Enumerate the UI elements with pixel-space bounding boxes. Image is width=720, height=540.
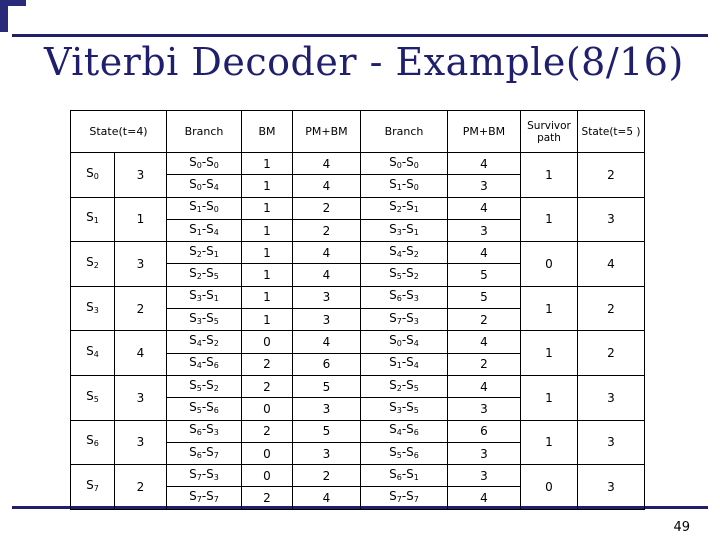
path-metric-cell: 3 <box>115 375 167 420</box>
branch-cell: $S_5-S_6$ <box>167 398 242 420</box>
branch-cell: $S_3-S_1$ <box>361 219 448 241</box>
branch-from-index: 5 <box>396 450 402 460</box>
state-t5-cell: 2 <box>578 331 645 376</box>
pm-bm-cell: 4 <box>448 375 521 397</box>
branch-from-index: 6 <box>196 450 202 460</box>
survivor-cell: 1 <box>521 375 578 420</box>
branch-to-index: 6 <box>413 450 419 460</box>
bm-cell: 0 <box>242 398 293 420</box>
path-metric-cell: 2 <box>115 465 167 510</box>
state-index: 0 <box>93 171 99 181</box>
header-cell: Branch <box>167 111 242 153</box>
branch-to-index: 3 <box>213 472 219 482</box>
branch-from-index: 4 <box>396 249 402 259</box>
state-cell: $S_1$ <box>71 197 115 242</box>
branch-from-index: 0 <box>196 160 202 170</box>
branch-cell: $S_4-S_6$ <box>167 353 242 375</box>
pm-bm-cell: 5 <box>293 375 361 397</box>
pm-bm-cell: 3 <box>448 175 521 197</box>
survivor-cell: 1 <box>521 331 578 376</box>
path-metric-cell: 3 <box>115 420 167 465</box>
branch-to-index: 6 <box>213 405 219 415</box>
branch-from-index: 5 <box>396 272 402 282</box>
branch-from-index: 3 <box>396 405 402 415</box>
branch-to-index: 7 <box>413 495 419 505</box>
header-row <box>71 111 645 153</box>
branch-cell: $S_2-S_1$ <box>361 197 448 219</box>
branch-cell: $S_6-S_3$ <box>167 420 242 442</box>
pm-bm-cell: 2 <box>448 309 521 331</box>
branch-to-index: 7 <box>213 450 219 460</box>
branch-cell: $S_0-S_4$ <box>167 175 242 197</box>
pm-bm-cell: 4 <box>448 153 521 175</box>
branch-to-index: 3 <box>413 316 419 326</box>
branch-to-index: 7 <box>213 495 219 505</box>
branch-cell: $S_1-S_4$ <box>361 353 448 375</box>
bm-cell: 1 <box>242 175 293 197</box>
state-cell: $S_7$ <box>71 465 115 510</box>
pm-bm-cell: 2 <box>293 197 361 219</box>
header-cell: State(t=5 ) <box>578 111 645 153</box>
slide-title: Viterbi Decoder - Example(8/16) <box>44 40 684 84</box>
branch-to-index: 6 <box>413 428 419 438</box>
state-index: 2 <box>93 260 99 270</box>
branch-cell: $S_3-S_5$ <box>167 309 242 331</box>
table-row <box>71 286 645 308</box>
branch-to-index: 0 <box>213 160 219 170</box>
header-state-t4: State(t=4) <box>71 111 167 153</box>
pm-bm-cell: 3 <box>293 398 361 420</box>
bm-cell: 2 <box>242 487 293 509</box>
bm-cell: 0 <box>242 331 293 353</box>
branch-from-index: 1 <box>196 205 202 215</box>
branch-to-index: 1 <box>213 294 219 304</box>
state-cell: $S_4$ <box>71 331 115 376</box>
path-metric-cell: 4 <box>115 331 167 376</box>
branch-from-index: 3 <box>196 294 202 304</box>
branch-cell: $S_4-S_6$ <box>361 420 448 442</box>
table-row <box>71 420 645 442</box>
branch-cell: $S_5-S_6$ <box>361 442 448 464</box>
page-number: 49 <box>673 520 690 535</box>
branch-from-index: 1 <box>396 182 402 192</box>
pm-bm-cell: 4 <box>293 331 361 353</box>
header-cell: PM+BM <box>448 111 521 153</box>
table-row <box>71 375 645 397</box>
branch-to-index: 1 <box>413 472 419 482</box>
branch-to-index: 5 <box>413 405 419 415</box>
state-index: 5 <box>93 394 99 404</box>
path-metric-cell: 3 <box>115 242 167 287</box>
branch-cell: $S_5-S_2$ <box>167 375 242 397</box>
branch-from-index: 2 <box>196 272 202 282</box>
path-metric-cell: 3 <box>115 153 167 198</box>
branch-from-index: 3 <box>196 316 202 326</box>
branch-cell: $S_0-S_0$ <box>361 153 448 175</box>
branch-cell: $S_1-S_0$ <box>361 175 448 197</box>
pm-bm-cell: 3 <box>448 465 521 487</box>
branch-to-index: 0 <box>213 205 219 215</box>
branch-to-index: 2 <box>413 249 419 259</box>
branch-cell: $S_4-S_2$ <box>361 242 448 264</box>
branch-from-index: 6 <box>396 294 402 304</box>
state-t5-cell: 3 <box>578 375 645 420</box>
branch-from-index: 1 <box>196 227 202 237</box>
pm-bm-cell: 5 <box>293 420 361 442</box>
branch-cell: $S_3-S_5$ <box>361 398 448 420</box>
pm-bm-cell: 4 <box>448 242 521 264</box>
pm-bm-cell: 3 <box>293 286 361 308</box>
branch-from-index: 7 <box>196 495 202 505</box>
state-cell: $S_2$ <box>71 242 115 287</box>
state-cell: $S_6$ <box>71 420 115 465</box>
survivor-cell: 0 <box>521 465 578 510</box>
branch-to-index: 4 <box>413 339 419 349</box>
table-row <box>71 465 645 487</box>
branch-from-index: 2 <box>396 205 402 215</box>
path-metric-cell: 1 <box>115 197 167 242</box>
survivor-cell: 0 <box>521 242 578 287</box>
state-t5-cell: 2 <box>578 153 645 198</box>
pm-bm-cell: 4 <box>293 175 361 197</box>
survivor-cell: 1 <box>521 153 578 198</box>
branch-from-index: 0 <box>396 160 402 170</box>
bm-cell: 1 <box>242 286 293 308</box>
bm-cell: 1 <box>242 242 293 264</box>
branch-cell: $S_7-S_7$ <box>361 487 448 509</box>
pm-bm-cell: 3 <box>448 442 521 464</box>
top-rule <box>12 34 708 37</box>
bm-cell: 1 <box>242 264 293 286</box>
pm-bm-cell: 3 <box>448 219 521 241</box>
branch-to-index: 1 <box>413 205 419 215</box>
branch-from-index: 7 <box>396 495 402 505</box>
survivor-cell: 1 <box>521 197 578 242</box>
branch-to-index: 1 <box>413 227 419 237</box>
state-index: 4 <box>93 350 99 360</box>
branch-from-index: 6 <box>196 428 202 438</box>
state-index: 1 <box>93 216 99 226</box>
pm-bm-cell: 4 <box>448 331 521 353</box>
state-index: 7 <box>93 483 99 493</box>
state-t5-cell: 4 <box>578 242 645 287</box>
bm-cell: 2 <box>242 353 293 375</box>
table-row <box>71 153 645 175</box>
header-cell: BM <box>242 111 293 153</box>
branch-to-index: 5 <box>213 316 219 326</box>
pm-bm-cell: 4 <box>293 264 361 286</box>
branch-to-index: 4 <box>413 361 419 371</box>
branch-to-index: 5 <box>413 383 419 393</box>
branch-to-index: 0 <box>413 160 419 170</box>
branch-from-index: 3 <box>396 227 402 237</box>
survivor-cell: 1 <box>521 420 578 465</box>
state-index: 6 <box>93 439 99 449</box>
branch-from-index: 2 <box>396 383 402 393</box>
state-cell: $S_3$ <box>71 286 115 331</box>
branch-cell: $S_6-S_1$ <box>361 465 448 487</box>
branch-cell: $S_0-S_4$ <box>361 331 448 353</box>
branch-to-index: 1 <box>213 249 219 259</box>
bm-cell: 2 <box>242 375 293 397</box>
branch-to-index: 0 <box>413 182 419 192</box>
branch-to-index: 2 <box>413 272 419 282</box>
pm-bm-cell: 4 <box>293 242 361 264</box>
bm-cell: 1 <box>242 197 293 219</box>
state-t5-cell: 3 <box>578 420 645 465</box>
bm-cell: 0 <box>242 442 293 464</box>
state-cell: $S_0$ <box>71 153 115 198</box>
branch-cell: $S_6-S_7$ <box>167 442 242 464</box>
corner-block <box>0 6 8 32</box>
branch-cell: $S_4-S_2$ <box>167 331 242 353</box>
state-cell: $S_5$ <box>71 375 115 420</box>
branch-cell: $S_7-S_7$ <box>167 487 242 509</box>
branch-cell: $S_7-S_3$ <box>167 465 242 487</box>
branch-cell: $S_3-S_1$ <box>167 286 242 308</box>
pm-bm-cell: 6 <box>448 420 521 442</box>
header-cell: PM+BM <box>293 111 361 153</box>
branch-from-index: 4 <box>396 428 402 438</box>
branch-cell: $S_5-S_2$ <box>361 264 448 286</box>
bm-cell: 2 <box>242 420 293 442</box>
bm-cell: 1 <box>242 153 293 175</box>
pm-bm-cell: 4 <box>448 487 521 509</box>
table-row <box>71 197 645 219</box>
header-cell: Survivor path <box>521 111 578 153</box>
pm-bm-cell: 4 <box>293 487 361 509</box>
state-t5-cell: 2 <box>578 286 645 331</box>
branch-from-index: 4 <box>196 339 202 349</box>
branch-from-index: 1 <box>396 361 402 371</box>
pm-bm-cell: 6 <box>293 353 361 375</box>
branch-to-index: 2 <box>213 383 219 393</box>
path-metric-cell: 2 <box>115 286 167 331</box>
branch-from-index: 6 <box>396 472 402 482</box>
branch-cell: $S_1-S_4$ <box>167 219 242 241</box>
state-t5-cell: 3 <box>578 197 645 242</box>
branch-cell: $S_2-S_5$ <box>361 375 448 397</box>
branch-from-index: 5 <box>196 383 202 393</box>
pm-bm-cell: 4 <box>293 153 361 175</box>
branch-cell: $S_7-S_3$ <box>361 309 448 331</box>
table-row <box>71 331 645 353</box>
pm-bm-cell: 5 <box>448 286 521 308</box>
survivor-cell: 1 <box>521 286 578 331</box>
pm-bm-cell: 2 <box>448 353 521 375</box>
branch-to-index: 3 <box>213 428 219 438</box>
branch-to-index: 4 <box>213 227 219 237</box>
branch-to-index: 3 <box>413 294 419 304</box>
corner-block <box>0 0 26 6</box>
state-index: 3 <box>93 305 99 315</box>
branch-from-index: 0 <box>196 182 202 192</box>
branch-to-index: 4 <box>213 182 219 192</box>
pm-bm-cell: 2 <box>293 465 361 487</box>
decoder-table <box>70 110 645 510</box>
branch-from-index: 2 <box>196 249 202 259</box>
bm-cell: 0 <box>242 465 293 487</box>
branch-to-index: 5 <box>213 272 219 282</box>
pm-bm-cell: 2 <box>293 219 361 241</box>
branch-cell: $S_2-S_1$ <box>167 242 242 264</box>
branch-from-index: 5 <box>196 405 202 415</box>
branch-cell: $S_2-S_5$ <box>167 264 242 286</box>
header-cell: Branch <box>361 111 448 153</box>
branch-cell: $S_1-S_0$ <box>167 197 242 219</box>
bm-cell: 1 <box>242 309 293 331</box>
branch-from-index: 7 <box>396 316 402 326</box>
pm-bm-cell: 5 <box>448 264 521 286</box>
branch-from-index: 0 <box>396 339 402 349</box>
table-row <box>71 242 645 264</box>
pm-bm-cell: 3 <box>293 442 361 464</box>
branch-cell: $S_0-S_0$ <box>167 153 242 175</box>
branch-to-index: 2 <box>213 339 219 349</box>
pm-bm-cell: 3 <box>448 398 521 420</box>
branch-from-index: 7 <box>196 472 202 482</box>
state-t5-cell: 3 <box>578 465 645 510</box>
branch-to-index: 6 <box>213 361 219 371</box>
pm-bm-cell: 4 <box>448 197 521 219</box>
bm-cell: 1 <box>242 219 293 241</box>
branch-from-index: 4 <box>196 361 202 371</box>
branch-cell: $S_6-S_3$ <box>361 286 448 308</box>
pm-bm-cell: 3 <box>293 309 361 331</box>
